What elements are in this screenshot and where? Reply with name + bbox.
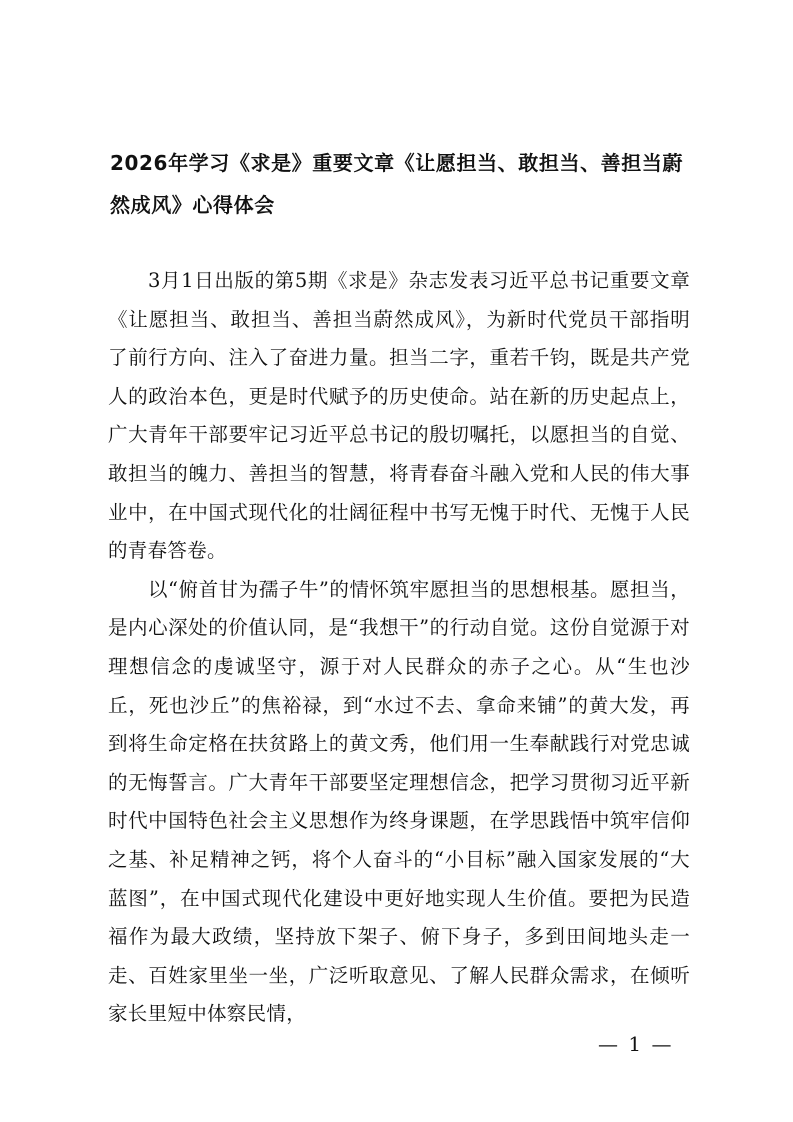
document-title: 2026年学习《求是》重要文章《让愿担当、敢担当、善担当蔚然成风》心得体会 [110, 151, 684, 217]
paragraph-2: 以“俯首甘为孺子牛”的情怀筑牢愿担当的思想根基。愿担当，是内心深处的价值认同，是“我想干”的行动自觉。这份自觉源于对理想信念的虔诚坚守，源于对人民群众的赤子之心。从“生也沙丘，死也沙丘”的焦裕禄，到“水过不去、拿命来铺”的黄大发，再到将生命定格在扶贫路上的黄文秀，他们用一生奉献践行对党忠诚的无悔誓言。广大青年干部要坚定理想信念，把学习贯彻习近平新时代中国特色社会主义思想作为终身课题，在学思践悟中筑牢信仰之基、补足精神之钙，将个人奋斗的“小目标”融入国家发展的“大蓝图”，在中国式现代化建设中更好地实现人生价值。要把为民造福作为最大政绩，坚持放下架子、俯下身子，多到田间地头走一走、百姓家里坐一坐，广泛听取意见、了解人民群众需求，在倾听家长里短中体察民情， [108, 577, 690, 1026]
paragraph-1: 3月1日出版的第5期《求是》杂志发表习近平总书记重要文章《让愿担当、敢担当、善担当蔚然成风》，为新时代党员干部指明了前行方向、注入了奋进力量。担当二字，重若千钧，既是共产党人的政治本色，更是时代赋予的历史使命。站在新的历史起点上，广大青年干部要牢记习近平总书记的殷切嘱托，以愿担当的自觉、敢担当的魄力、善担当的智慧，将青春奋斗融入党和人民的伟大事业中，在中国式现代化的壮阔征程中书写无愧于时代、无愧于人民的青春答卷。 [108, 269, 690, 563]
page-number: — 1 — [598, 1032, 674, 1056]
document-body [108, 262, 690, 1034]
